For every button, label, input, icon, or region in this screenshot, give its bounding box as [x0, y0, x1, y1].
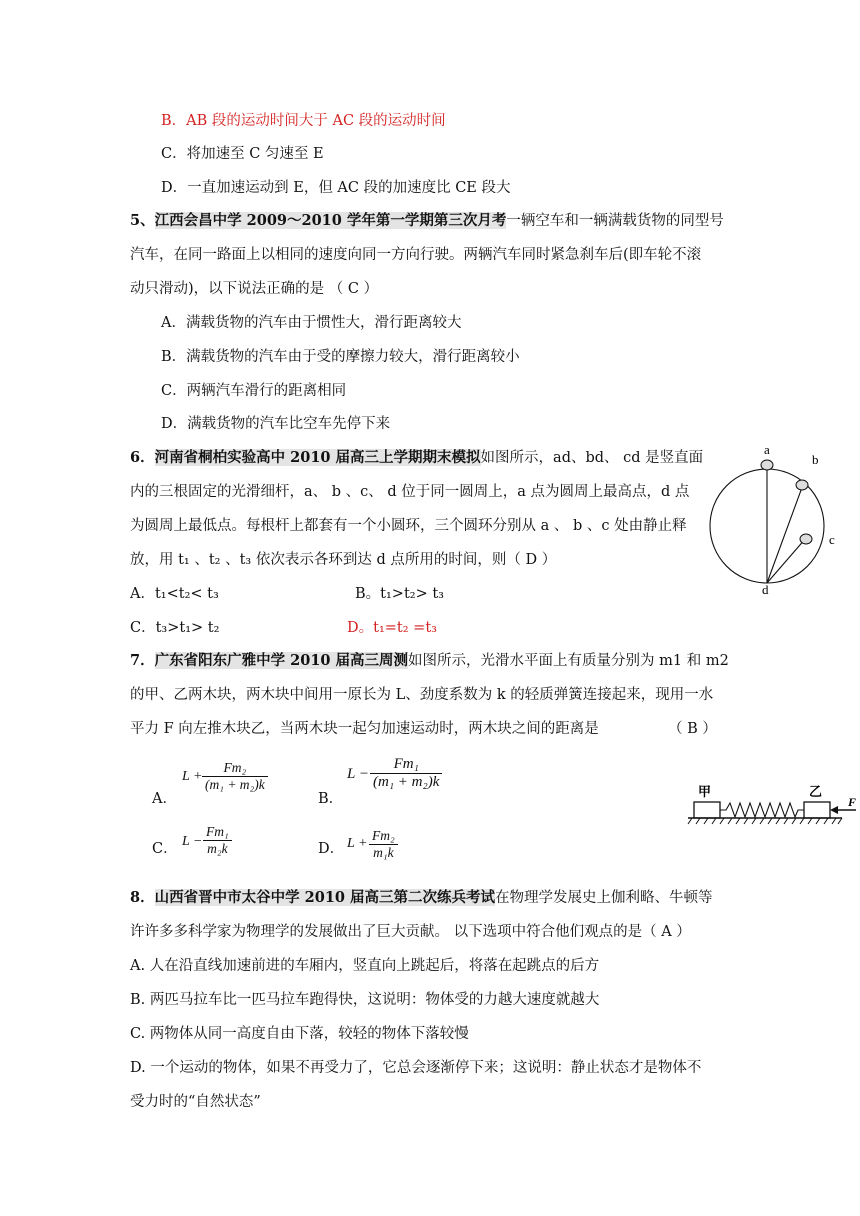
q7-option-b-fraction — [370, 756, 442, 791]
q4-option-b: B．AB 段的运动时间大于 AC 段的运动时间 — [161, 113, 446, 129]
q6-option-a: A．t₁<t₂< t₃ — [130, 586, 219, 602]
q7-option-a-denominator: (m₁ + m₂)k — [202, 776, 268, 793]
q7-stem-line2: 的甲、乙两木块，两木块中间用一原长为 L、劲度系数为 k 的轻质弹簧连接起来，现用一水 — [130, 687, 714, 703]
q7-option-c-denominator: m₂k — [203, 840, 232, 857]
q6-label-d: d — [762, 582, 769, 597]
q4-option-c: C．将加速至 C 匀速至 E — [161, 146, 324, 162]
q7-option-b-denominator: (m₁ + m₂)k — [370, 773, 442, 791]
q7-option-d-numerator: Fm₂ — [372, 828, 395, 843]
q6-circle-figure — [700, 440, 855, 600]
q8-option-b: B. 两匹马拉车比一匹马拉车跑得快，这说明：物体受的力越大速度就越大 — [130, 992, 600, 1008]
q7-option-a-label: A． — [152, 791, 177, 807]
q6-label-c: c — [829, 532, 835, 547]
q6-rod-bd — [767, 482, 804, 583]
q8-stem-text: 在物理学发展史上伽利略、牛顿等 — [495, 890, 713, 906]
q7-option-a-numerator: Fm₂ — [223, 760, 247, 775]
q7-option-c-lead: L − — [182, 834, 203, 849]
q8-option-c: C. 两物体从同一高度自由下落，较轻的物体下落较慢 — [130, 1026, 469, 1042]
q7-stem-text: 如图所示，光滑水平面上有质量分别为 m1 和 m2 — [408, 653, 729, 669]
q8-option-a: A. 人在沿直线加速前进的车厢内，竖直向上跳起后，将落在起跳点的后方 — [130, 958, 600, 974]
q5-stem-line3: 动只滑动)，以下说法正确的是 （ C ） — [130, 281, 379, 297]
q7-option-b-label: B． — [318, 791, 344, 807]
q8-option-d-line1: D. 一个运动的物体，如果不再受力了，它总会逐渐停下来；这说明：静止状态才是物体不 — [130, 1060, 702, 1076]
q6-ring-b — [796, 480, 808, 490]
q5-option-d: D．满载货物的汽车比空车先停下来 — [161, 416, 391, 432]
q5-option-b: B．满载货物的汽车由于受的摩擦力较大，滑行距离较小 — [161, 349, 520, 365]
q7-label-yi: 乙 — [809, 784, 823, 799]
q7-option-c-fraction — [203, 824, 232, 857]
q7-label-force: F — [848, 795, 857, 809]
q6-label-a: a — [764, 442, 770, 457]
q8-stem-line1 — [130, 889, 713, 907]
q6-label-b: b — [812, 452, 819, 467]
q6-number: 6． — [130, 449, 155, 466]
q8-stem-line2: 许许多多科学家为物理学的发展做出了巨大贡献。 以下选项中符合他们观点的是（ A ） — [130, 924, 691, 940]
q7-option-d-label: D． — [318, 841, 345, 857]
q7-spring-figure — [684, 778, 858, 832]
q7-spring — [720, 803, 804, 817]
q7-block-yi — [804, 802, 830, 818]
q6-stem-line1 — [130, 449, 703, 467]
q6-option-c: C．t₃>t₁> t₂ — [130, 620, 220, 636]
q8-source: 山西省晋中市太谷中学 2010 届高三第二次练兵考试 — [154, 889, 496, 906]
q6-option-d: D。t₁=t₂ =t₃ — [347, 620, 437, 636]
q5-stem-line2: 汽车，在同一路面上以相同的速度向同一方向行驶。两辆汽车同时紧急刹车后(即车轮不滚 — [130, 247, 702, 263]
q6-rod-cd — [767, 538, 806, 583]
q7-option-c-numerator: Fm₁ — [206, 824, 229, 839]
q6-stem-line4: 放，用 t₁ 、t₂ 、t₃ 依次表示各环到达 d 点所用的时间，则（ D ） — [130, 552, 557, 568]
q7-ground-hatch — [688, 818, 842, 824]
q7-option-a-fraction — [202, 760, 268, 793]
q7-option-b-numerator: Fm₁ — [393, 756, 419, 772]
q5-number: 5、 — [130, 212, 155, 229]
q6-stem-line3: 为圆周上最低点。每根杆上都套有一个小圆环，三个圆环分别从 a 、 b 、c 处由静止释 — [130, 518, 687, 534]
q6-option-b: B。t₁>t₂> t₃ — [355, 586, 444, 602]
q7-stem-line3: 平力 F 向左推木块乙，当两木块一起匀加速运动时，两木块之间的距离是 — [130, 721, 599, 737]
q6-ring-c — [800, 534, 812, 544]
q6-source: 河南省桐柏实验高中 2010 届高三上学期期末模拟 — [154, 449, 481, 466]
q5-option-c: C．两辆汽车滑行的距离相同 — [161, 383, 347, 399]
q7-label-jia: 甲 — [698, 784, 712, 799]
q7-option-d-denominator: m₁k — [369, 844, 398, 861]
q6-ring-a — [761, 460, 773, 470]
q7-source: 广东省阳东广雅中学 2010 届高三周测 — [154, 652, 409, 669]
q7-option-d-lead: L + — [347, 836, 368, 851]
q7-option-c-label: C． — [152, 841, 178, 857]
q5-source: 江西会昌中学 2009～2010 学年第一学期第三次月考 — [154, 212, 507, 229]
q7-option-d-fraction — [369, 828, 398, 861]
q8-number: 8． — [130, 889, 155, 906]
q7-option-b-lead: L − — [347, 766, 369, 782]
q7-force-arrowhead — [830, 806, 838, 814]
q7-answer: （ B ） — [668, 721, 717, 737]
q7-stem-line1 — [130, 652, 729, 670]
q6-stem-text: 如图所示，ad、bd、 cd 是竖直面 — [480, 450, 704, 466]
q5-stem-text: 一辆空车和一辆满载货物的同型号 — [506, 213, 724, 229]
q4-option-d: D．一直加速运动到 E，但 AC 段的加速度比 CE 段大 — [161, 180, 511, 196]
q7-option-a-lead: L + — [182, 769, 203, 784]
q7-number: 7． — [130, 652, 155, 669]
q5-option-a: A．满载货物的汽车由于惯性大，滑行距离较大 — [161, 315, 462, 331]
q7-block-jia — [694, 802, 720, 818]
q8-option-d-line2: 受力时的“自然状态” — [130, 1094, 261, 1110]
q6-stem-line2: 内的三根固定的光滑细杆，a、 b 、c、 d 位于同一圆周上，a 点为圆周上最高点，d 点 — [130, 484, 690, 500]
q5-stem-line1 — [130, 212, 724, 230]
